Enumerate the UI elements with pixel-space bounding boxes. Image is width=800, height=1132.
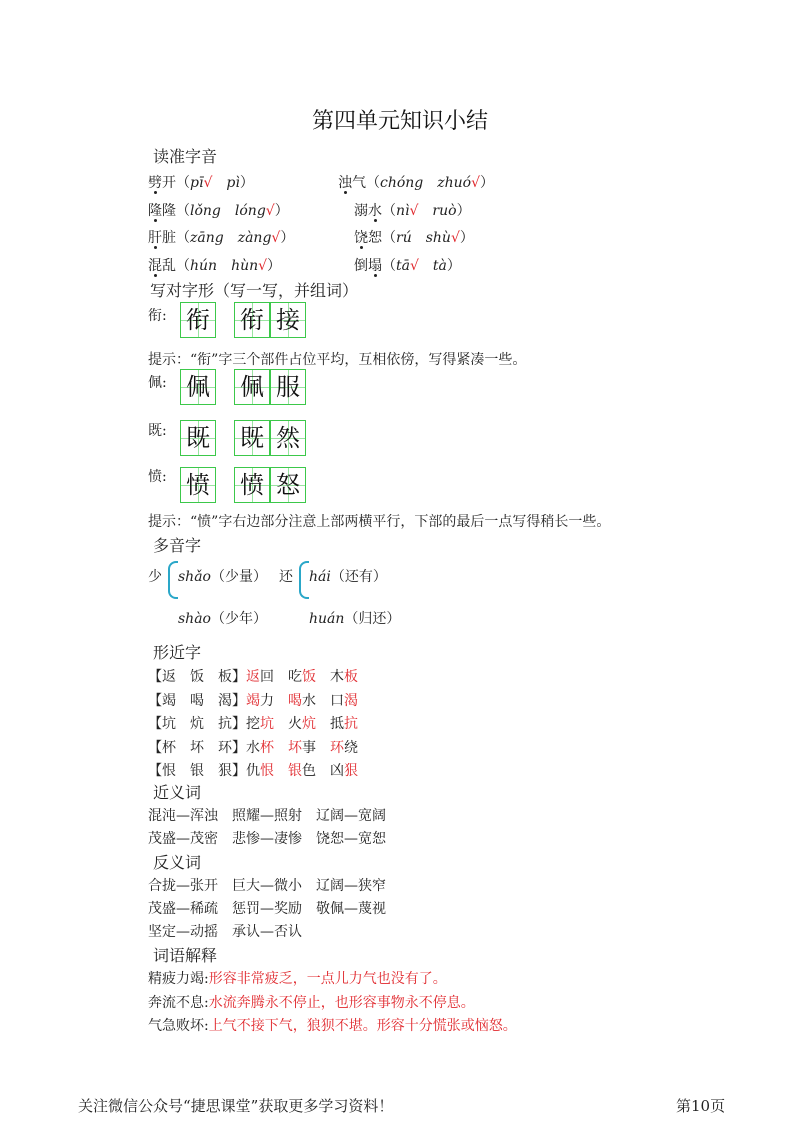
word-char: 隆	[148, 203, 162, 219]
tian-grid-cell: 愤	[180, 467, 216, 503]
antonym-line: 茂盛—稀疏 惩罚—奖励 敬佩—蔑视	[148, 901, 386, 917]
word-char: 水	[368, 203, 382, 219]
bracket: ）	[274, 203, 289, 219]
pronunciation-item	[354, 255, 461, 275]
polyphone-pinyin: hái	[309, 569, 331, 585]
bracket: （	[176, 175, 190, 191]
pronunciation-item	[354, 200, 471, 220]
word-char: 溺	[354, 203, 368, 219]
word-char: 乱	[162, 258, 176, 274]
pinyin-option: ruò	[432, 203, 457, 219]
section-antonyms: 反义词	[153, 853, 202, 872]
pinyin-option: rú	[396, 230, 412, 246]
bracket: ）	[456, 203, 471, 219]
spacer	[418, 203, 432, 219]
explanation-term: 奔流不息:	[148, 995, 209, 1011]
compound-word	[330, 716, 358, 732]
word-char: 仇	[246, 763, 260, 779]
tian-grid-cell: 既	[234, 420, 270, 456]
word-char: 水	[246, 740, 260, 756]
pronunciation-item	[148, 172, 254, 192]
section-pronunciation: 读准字音	[153, 147, 218, 166]
check-mark: √	[271, 230, 281, 246]
word-char: 竭	[246, 693, 260, 709]
tip-fen: 提示：“愤”字右边部分注意上部两横平行，下部的最后一点写得稍长一些。	[148, 514, 611, 530]
word-char: 混	[148, 258, 162, 274]
brace	[168, 561, 178, 599]
compound-word	[288, 716, 316, 732]
word-char: 抗	[344, 716, 358, 732]
word-char: 饶	[354, 230, 368, 246]
compound-word	[330, 669, 358, 685]
polyphone-pinyin: huán	[309, 611, 345, 627]
tian-grid-cell: 衔	[180, 302, 216, 338]
word-char: 倒	[354, 258, 368, 274]
tian-grid-cell: 衔	[234, 302, 270, 338]
similar-row	[148, 666, 358, 686]
char-group: 【坑 炕 抗】	[148, 716, 246, 732]
tian-grid-cell: 怒	[270, 467, 306, 503]
word-char: 气	[352, 175, 366, 191]
bracket: （	[176, 203, 190, 219]
check-mark: √	[203, 175, 213, 191]
tian-grid-cell: 愤	[234, 467, 270, 503]
compound-word	[288, 763, 316, 779]
section-similar-shape: 形近字	[153, 643, 202, 662]
tian-grid-cell: 佩	[234, 369, 270, 405]
word-char: 绕	[344, 740, 358, 756]
bracket: （	[382, 230, 396, 246]
pinyin-option: chóng	[380, 175, 424, 191]
char-group: 【返 饭 板】	[148, 669, 246, 685]
pinyin-option: zàng	[237, 230, 272, 246]
brace	[299, 561, 309, 599]
pronunciation-item	[148, 255, 281, 275]
tian-grid-cell: 既	[180, 420, 216, 456]
pinyin-option: nì	[396, 203, 410, 219]
polyphone-word: （少年）	[210, 611, 267, 627]
spacer	[224, 230, 238, 246]
pinyin-option: lóng	[234, 203, 266, 219]
writing-label: 佩:	[148, 375, 167, 391]
word-char: 狠	[344, 763, 358, 779]
writing-label: 既:	[148, 423, 167, 439]
tian-grid-cell: 接	[270, 302, 306, 338]
char-group: 【杯 坏 环】	[148, 740, 246, 756]
pronunciation-word	[354, 230, 382, 246]
word-char: 渴	[344, 693, 358, 709]
tian-grid-cell: 佩	[180, 369, 216, 405]
pinyin-option: tà	[432, 258, 447, 274]
bracket: （	[382, 258, 396, 274]
pinyin-option: pì	[226, 175, 240, 191]
pinyin-option: pī	[190, 175, 204, 191]
pinyin-option: zāng	[190, 230, 224, 246]
pinyin-option: hùn	[231, 258, 259, 274]
section-explanation: 词语解释	[153, 946, 218, 965]
polyphone-pinyin: shào	[178, 611, 211, 627]
pinyin-option: hún	[190, 258, 218, 274]
bracket: ）	[459, 230, 474, 246]
pronunciation-word	[148, 203, 176, 219]
pronunciation-word	[354, 258, 382, 274]
bracket: （	[176, 230, 190, 246]
spacer	[221, 203, 235, 219]
word-char: 抵	[330, 716, 344, 732]
word-char: 板	[344, 669, 358, 685]
page-title: 第四单元知识小结	[311, 109, 488, 134]
word-char: 坑	[260, 716, 274, 732]
polyphone-word: （少量）	[210, 569, 267, 585]
pronunciation-word	[148, 175, 176, 191]
word-char: 肝	[148, 230, 162, 246]
check-mark: √	[471, 175, 481, 191]
pronunciation-item	[148, 227, 294, 247]
page-number: 第10页	[676, 1097, 726, 1115]
spacer	[212, 175, 226, 191]
section-polyphone: 多音字	[153, 536, 202, 555]
spacer	[412, 230, 426, 246]
check-mark: √	[450, 230, 460, 246]
word-char: 回	[260, 669, 274, 685]
similar-row	[148, 690, 358, 710]
bracket: ）	[267, 258, 282, 274]
pinyin-option: zhuó	[437, 175, 472, 191]
explanation-meaning: 水流奔腾永不停止，也形容事物永不停息。	[208, 995, 475, 1011]
pinyin-option: shù	[425, 230, 451, 246]
word-char: 脏	[162, 230, 176, 246]
bracket: ）	[239, 175, 254, 191]
pronunciation-word	[354, 203, 382, 219]
synonym-line: 茂盛—茂密 悲惨—凄惨 饶恕—宽恕	[148, 831, 386, 847]
polyphone-pinyin: shǎo	[178, 569, 211, 585]
pinyin-option: lǒng	[190, 203, 221, 219]
word-char: 口	[330, 693, 344, 709]
explanation-item	[148, 968, 447, 988]
similar-row	[148, 760, 358, 780]
word-char: 力	[260, 693, 274, 709]
synonym-line: 混沌—浑浊 照耀—照射 辽阔—宽阔	[148, 808, 386, 824]
word-char: 杯	[260, 740, 274, 756]
pronunciation-item	[148, 200, 289, 220]
word-char: 水	[302, 693, 316, 709]
compound-word	[246, 669, 274, 685]
word-char: 恨	[260, 763, 274, 779]
pronunciation-word	[338, 175, 366, 191]
word-char: 挖	[246, 716, 260, 732]
writing-label: 愤:	[148, 469, 167, 485]
bracket: （	[366, 175, 380, 191]
explanation-term: 气急败坏:	[148, 1018, 209, 1034]
compound-word	[288, 740, 316, 756]
pronunciation-word	[148, 230, 176, 246]
pronunciation-item	[354, 227, 474, 247]
char-group: 【竭 喝 渴】	[148, 693, 246, 709]
spacer	[423, 175, 437, 191]
polyphone-word: （还有）	[330, 569, 387, 585]
antonym-line: 合拢—张开 巨大—微小 辽阔—狭窄	[148, 878, 386, 894]
bracket: ）	[480, 175, 495, 191]
check-mark: √	[258, 258, 268, 274]
word-char: 返	[246, 669, 260, 685]
word-char: 木	[330, 669, 344, 685]
explanation-item	[148, 992, 475, 1012]
word-char: 开	[162, 175, 176, 191]
pinyin-option: tā	[396, 258, 410, 274]
polyphone-word: （归还）	[344, 611, 401, 627]
explanation-meaning: 形容非常疲乏，一点儿力气也没有了。	[208, 971, 447, 987]
bracket: ）	[280, 230, 295, 246]
word-char: 环	[330, 740, 344, 756]
compound-word	[330, 740, 358, 756]
word-char: 塌	[368, 258, 382, 274]
writing-label: 衔:	[148, 308, 167, 324]
footer-note: 关注微信公众号“捷思课堂”获取更多学习资料！	[78, 1097, 394, 1115]
word-char: 饭	[302, 669, 316, 685]
compound-word	[288, 693, 316, 709]
compound-word	[246, 716, 274, 732]
spacer	[419, 258, 433, 274]
compound-word	[288, 669, 316, 685]
compound-word	[330, 693, 358, 709]
word-char: 恕	[368, 230, 382, 246]
tian-grid-cell: 然	[270, 420, 306, 456]
compound-word	[246, 763, 274, 779]
word-char: 坏	[288, 740, 302, 756]
check-mark: √	[265, 203, 275, 219]
compound-word	[330, 763, 358, 779]
word-char: 色	[302, 763, 316, 779]
check-mark: √	[409, 258, 419, 274]
bracket: （	[382, 203, 396, 219]
antonym-line: 坚定—动摇 承认—否认	[148, 924, 302, 940]
check-mark: √	[409, 203, 419, 219]
word-char: 凶	[330, 763, 344, 779]
compound-word	[246, 740, 274, 756]
section-writing: 写对字形（写一写，并组词）	[150, 281, 359, 300]
word-char: 火	[288, 716, 302, 732]
polyphone-reading	[309, 566, 387, 586]
word-char: 浊	[338, 175, 352, 191]
section-synonyms: 近义词	[153, 783, 202, 802]
polyphone-reading	[309, 608, 400, 628]
compound-word	[246, 693, 274, 709]
word-char: 事	[302, 740, 316, 756]
word-char: 喝	[288, 693, 302, 709]
pronunciation-word	[148, 258, 176, 274]
similar-row	[148, 713, 358, 733]
tip-xian: 提示：“衔”字三个部件占位平均，互相依傍，写得紧凑一些。	[148, 352, 527, 368]
word-char: 炕	[302, 716, 316, 732]
polyphone-char: 还	[279, 569, 293, 585]
word-char: 吃	[288, 669, 302, 685]
pronunciation-item	[338, 172, 494, 192]
tian-grid-cell: 服	[270, 369, 306, 405]
similar-row	[148, 737, 358, 757]
explanation-item	[148, 1015, 517, 1035]
polyphone-char: 少	[148, 569, 162, 585]
polyphone-reading	[178, 566, 267, 586]
explanation-term: 精疲力竭:	[148, 971, 209, 987]
word-char: 银	[288, 763, 302, 779]
bracket: ）	[446, 258, 461, 274]
char-group: 【恨 银 狠】	[148, 763, 246, 779]
bracket: （	[176, 258, 190, 274]
spacer	[217, 258, 231, 274]
word-char: 隆	[162, 203, 176, 219]
word-char: 劈	[148, 175, 162, 191]
polyphone-reading	[178, 608, 267, 628]
explanation-meaning: 上气不接下气，狼狈不堪。形容十分慌张或恼怒。	[208, 1018, 517, 1034]
